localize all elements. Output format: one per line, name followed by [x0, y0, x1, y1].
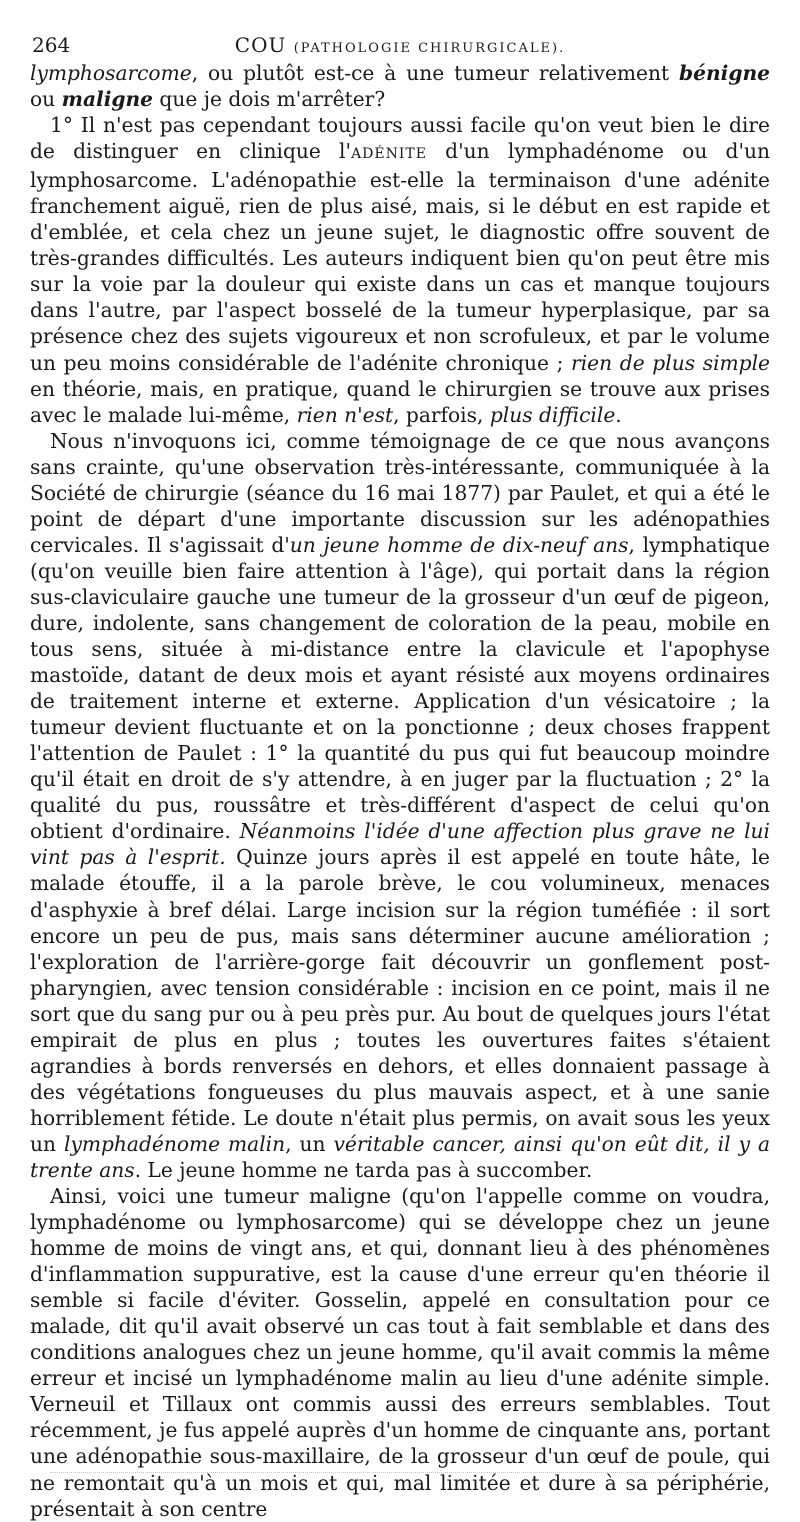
- emphasis: lymphadénome malin: [63, 1131, 286, 1156]
- emphasis: plus difficile: [489, 402, 616, 427]
- body-text: [30, 60, 770, 1522]
- text-span: que je dois m'arrêter?: [153, 87, 386, 112]
- paragraph-adenite: [30, 112, 770, 428]
- page-bottom-marks: [50, 1472, 750, 1475]
- paragraph-observation: [30, 428, 770, 1183]
- text-span: Ainsi, voici une tumeur maligne (qu'on l'appelle comme on voudra, lymphadénome ou lymphosarcome) qui se développe chez un jeune homme de moins de vingt ans, et qui, donnant lieu à des phénomènes d'inflammation suppurative, est la cause d'une erreur qu'en théorie il semble si facile d'éviter. Gosselin, appelé en consultation pour ce malade, dit qu'il avait observé un cas tout à fait semblable et dans des conditions analogues chez un jeune homme, qu'il avait commis la même erreur et incisé un lymphadénome malin au lieu d'une adénite simple. Verneuil et Tillaux ont commis aussi des erreurs semblables. Tout récemment, je fus appelé auprès d'un homme de cinquante ans, portant une adénopathie sous-maxillaire, de la grosseur d'un œuf de poule, qui ne remontait qu'à un mois et qui, mal limitée et dure à sa périphérie, présentait à son centre: [30, 1184, 770, 1521]
- text-span: d'un lymphadénome ou d'un lymphosarcome. L'adénopathie est-elle la terminaison d'une adénite franchement aiguë, rien de plus aisé, mais, si le début en est rapide et d'emblée, et cela chez un jeune sujet, le diagnostic offre souvent de très-grandes difficultés. Les auteurs indiquent bien qu'on peut être mis sur la voie par la douleur qui existe dans un cas et manque toujours dans l'autre, par l'aspect bosselé de la tumeur hyperplasique, par sa présence chez des sujets vigoureux et non scrofuleux, et par le volume un peu moins considérable de l'adénite chronique ;: [30, 139, 771, 375]
- text-span: . Le jeune homme ne tarda pas à succomber.: [134, 1157, 593, 1182]
- emphasis: lymphosarcome: [30, 61, 192, 85]
- text-span: , parfois,: [393, 402, 490, 427]
- text-span: Nous n'invoquons ici, comme témoignage de ce que nous avançons sans crainte, qu'une observation très-intéressante, communiquée à la Société de chirurgie (séance du 16 mai 1877) par Paulet, et qui a été le point de départ d'une importante discussion sur les adénopathies cervicales. Il s'agissait d': [30, 428, 770, 557]
- text-span: en théorie, mais, en pratique, quand le chirurgien se trouve aux prises avec le malade lui-même,: [30, 376, 770, 427]
- running-title-main: COU: [234, 33, 287, 57]
- running-title-sub: (PATHOLOGIE CHIRURGICALE).: [293, 41, 566, 56]
- small-caps-term: ADÉNITE: [351, 146, 427, 163]
- emphasis: rien de plus simple: [571, 350, 771, 375]
- running-title: [30, 30, 770, 64]
- emphasis: un jeune homme de dix-neuf ans: [289, 532, 629, 557]
- text-span: Quinze jours après il est appelé en toute hâte, le malade étouffe, il a la parole brève, le cou volumineux, menaces d'asphyxie à bref délai. Large incision sur la région tuméfiée : il sort encore un peu de pus, mais sans déterminer aucune amélioration ; l'exploration de l'arrière-gorge fait découvrir un gonflement post-pharyngien, avec tension considérable : incision en ce point, mais il ne sort que du sang pur ou à peu près pur. Au bout de quelques jours l'état empirait de plus en plus ; toutes les ouvertures faites s'étaient agrandies à bords renversés en dehors, et elles donnaient passage à des végétations fongueuses du plus mauvais aspect, et à une sanie horriblement fétide. Le doute n'était plus permis, on avait sous les yeux un: [30, 845, 770, 1156]
- running-head: [30, 30, 770, 60]
- text-span: 1° Il n'est pas cependant toujours aussi facile qu'on veut bien le dire de distinguer en clinique l': [30, 113, 770, 164]
- text-span: , ou plutôt est-ce à une tumeur relativement: [191, 61, 680, 85]
- book-page: [30, 30, 770, 1522]
- emphasis: rien n'est: [296, 402, 394, 427]
- emphasis: Néanmoins l'idée d'une affection plus grave ne lui vint pas à l'esprit.: [30, 819, 770, 870]
- emphasis: véritable cancer, ainsi qu'on eût dit, il y a trente ans: [30, 1131, 770, 1182]
- emphasis: bénigne: [679, 61, 770, 85]
- text-span: , un: [285, 1131, 334, 1156]
- text-span: ou: [30, 87, 62, 112]
- paragraph-conclusion: [30, 1183, 770, 1522]
- paragraph-continuation: [30, 60, 770, 112]
- text-span: .: [615, 402, 622, 427]
- text-span: , lymphatique (qu'on veuille bien faire attention à l'âge), qui portait dans la région sus-claviculaire gauche une tumeur de la grosseur d'un œuf de pigeon, dure, indolente, sans changement de coloration de la peau, mobile en tous sens, située à mi-distance entre la clavicule et l'apophyse mastoïde, datant de deux mois et ayant résisté aux moyens ordinaires de traitement interne et externe. Application d'un vésicatoire ; la tumeur devient fluctuante et on la ponctionne ; deux choses frappent l'attention de Paulet : 1° la quantité du pus qui fut beaucoup moindre qu'il était en droit de s'y attendre, à en juger par la fluctuation ; 2° la qualité du pus, roussâtre et très-différent d'aspect de celui qu'on obtient d'ordinaire.: [30, 532, 770, 844]
- page-number: 264: [32, 33, 71, 57]
- emphasis: maligne: [61, 87, 153, 112]
